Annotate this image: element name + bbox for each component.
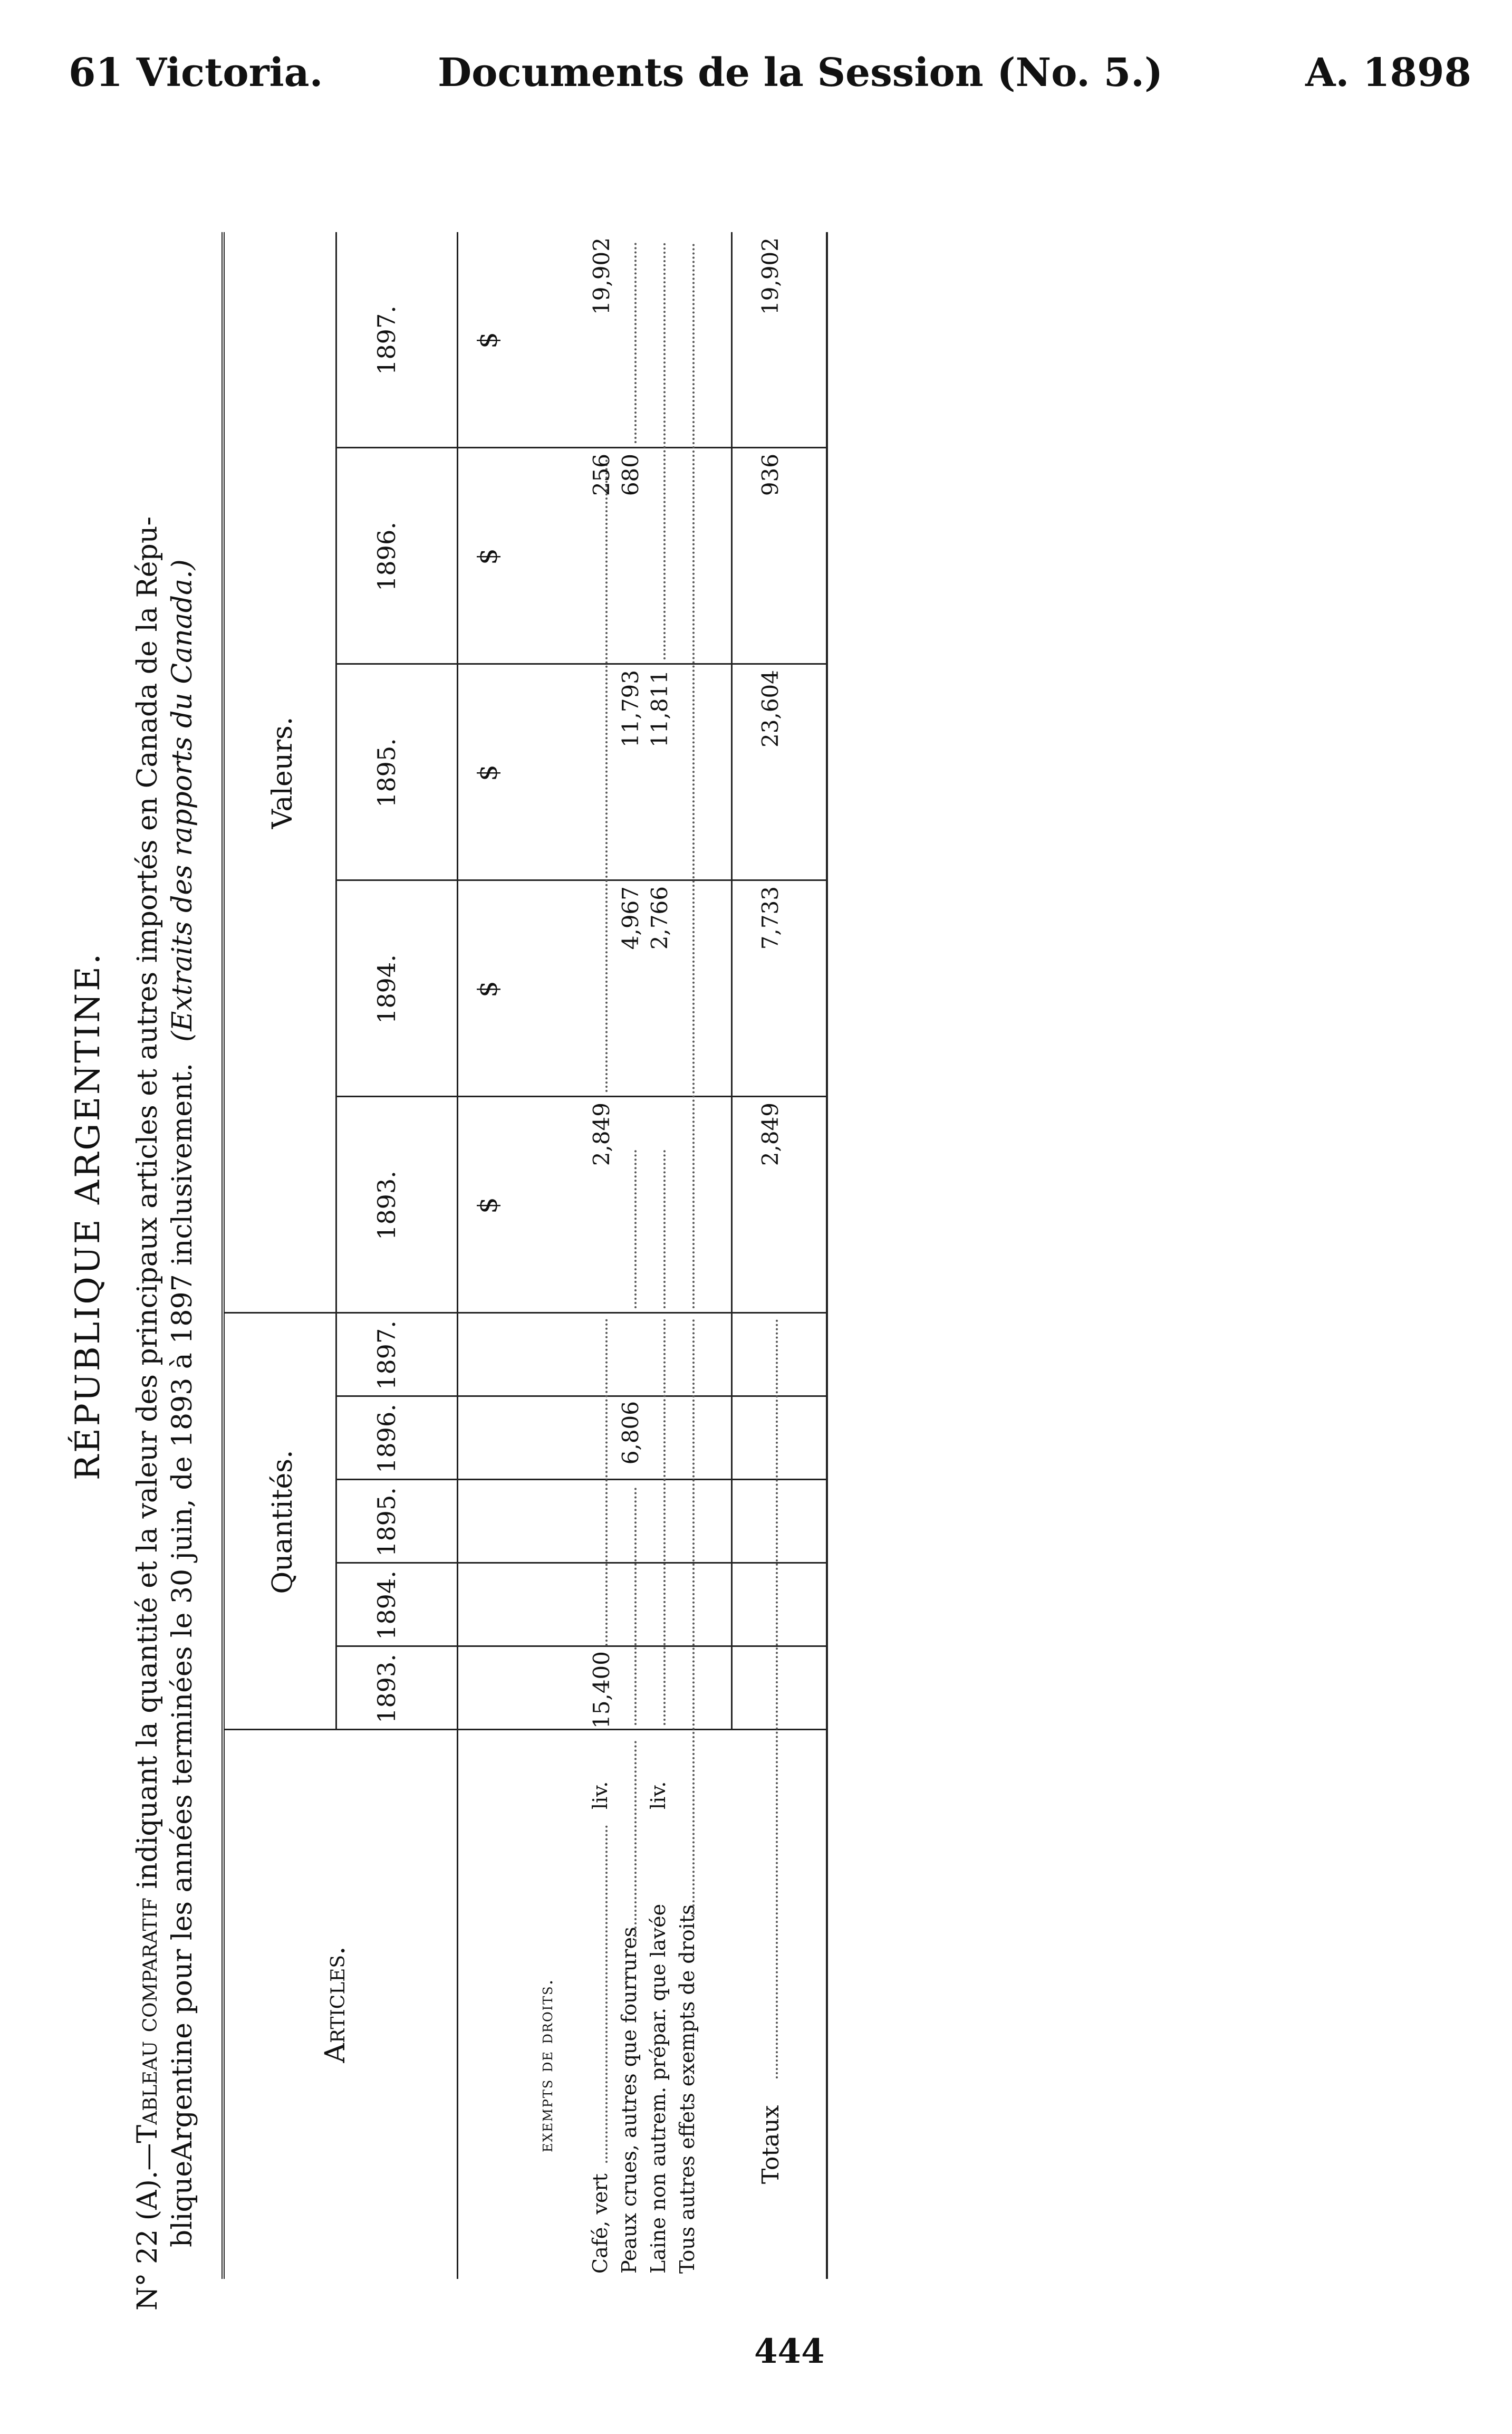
qty-year-1894: 1894.	[372, 1570, 401, 1640]
val-cell: 19,902	[589, 237, 614, 315]
totals-label: Totaux	[757, 2105, 784, 2184]
leader-dots	[605, 1319, 608, 1646]
val-cell: 256	[589, 454, 614, 496]
leader-dots	[663, 1150, 666, 1308]
header-session: 61 Victoria.	[69, 50, 323, 95]
row-label: Café, vert	[589, 2173, 612, 2274]
totals-rule	[731, 232, 733, 1730]
table-period: bliqueArgentine pour les années terminées le 30 juin, de 1893 à 1897 inclusivement.	[167, 1062, 198, 2247]
articles-header: Articles.	[320, 1946, 351, 2063]
rotated-content-frame	[69, 153, 1387, 2311]
qty-year-1895: 1895.	[372, 1487, 401, 1557]
val-cell: 2,766	[647, 886, 672, 950]
section-heading: exempts de droits.	[536, 1978, 557, 2152]
table-description-line-2	[167, 559, 198, 2247]
qty-year-1897: 1897.	[372, 1320, 401, 1390]
rotated-content	[69, 153, 1387, 2311]
table-source: (Extraits des rapports du Canada.)	[167, 559, 198, 1042]
val-divider-2	[335, 879, 826, 881]
country-title: RÉPUBLIQUE ARGENTINE.	[69, 951, 108, 1481]
leader-dots	[634, 1741, 637, 1941]
leader-dots	[776, 1319, 778, 2078]
qty-divider-3	[335, 1479, 826, 1480]
leader-dots	[634, 1150, 637, 1308]
leader-dots	[692, 1319, 695, 1915]
val-divider-4	[335, 447, 826, 448]
header-year: A. 1898	[1305, 50, 1471, 95]
currency-1893: $	[473, 1197, 503, 1214]
val-cell: 11,811	[647, 670, 672, 748]
leader-dots	[634, 243, 637, 443]
val-year-1895: 1895.	[372, 738, 401, 808]
quantities-header: Quantités.	[267, 1450, 298, 1594]
qty-cell: 6,806	[618, 1401, 643, 1465]
qty-divider-4	[335, 1395, 826, 1397]
qty-year-1893: 1893.	[372, 1654, 401, 1723]
currency-1894: $	[473, 981, 503, 998]
val-year-1894: 1894.	[372, 954, 401, 1024]
leader-dots	[692, 243, 695, 1308]
total-1893: 2,849	[757, 1103, 783, 1166]
val-cell: 680	[618, 454, 643, 496]
table-description-text: indiquant la quantité et la valeur des principaux articles et autres importés en Canada de la Répu-	[132, 516, 163, 1889]
qty-year-1896: 1896.	[372, 1404, 401, 1473]
group-header-rule	[335, 232, 337, 1730]
leader-dots	[663, 243, 666, 659]
total-1897: 19,902	[757, 237, 783, 315]
qty-divider-1	[335, 1645, 826, 1647]
leader-dots	[634, 1488, 637, 1725]
total-1894: 7,733	[757, 886, 783, 950]
val-cell: 11,793	[618, 670, 643, 748]
row-label: Tous autres effets exempts de droits	[676, 1904, 699, 2274]
row-label: Laine non autrem. prépar. que lavée	[647, 1904, 670, 2274]
column-divider-articles	[225, 1729, 826, 1730]
table-number: N° 22 (A).—	[132, 2143, 163, 2311]
column-divider-quantities	[225, 1312, 826, 1314]
page-number: 444	[754, 2332, 825, 2371]
val-cell: 2,849	[589, 1103, 614, 1166]
row-label: Peaux crues, autres que fourrures	[618, 1927, 641, 2274]
currency-1897: $	[473, 332, 503, 349]
leader-dots	[663, 1319, 666, 1725]
val-year-1897: 1897.	[372, 305, 401, 375]
val-year-1893: 1893.	[372, 1171, 401, 1240]
row-unit: liv.	[589, 1781, 612, 1809]
values-header: Valeurs.	[267, 716, 298, 829]
qty-divider-2	[335, 1562, 826, 1564]
val-year-1896: 1896.	[372, 522, 401, 591]
total-1896: 936	[757, 454, 783, 496]
currency-1895: $	[473, 764, 503, 781]
comparative-table	[221, 232, 828, 2279]
leader-dots	[605, 1825, 608, 2163]
val-divider-1	[335, 1096, 826, 1097]
qty-cell: 15,400	[589, 1651, 614, 1729]
table-kind: Tableau comparatif	[132, 1898, 163, 2143]
total-1895: 23,604	[757, 670, 783, 748]
val-divider-3	[335, 663, 826, 665]
header-bottom-rule	[457, 232, 458, 2279]
val-cell: 4,967	[618, 886, 643, 950]
running-header	[69, 50, 1471, 108]
currency-1896: $	[473, 548, 503, 565]
table-description-line-1	[132, 516, 163, 2311]
row-unit: liv.	[647, 1781, 670, 1809]
header-documents: Documents de la Session (No. 5.)	[438, 50, 1163, 95]
